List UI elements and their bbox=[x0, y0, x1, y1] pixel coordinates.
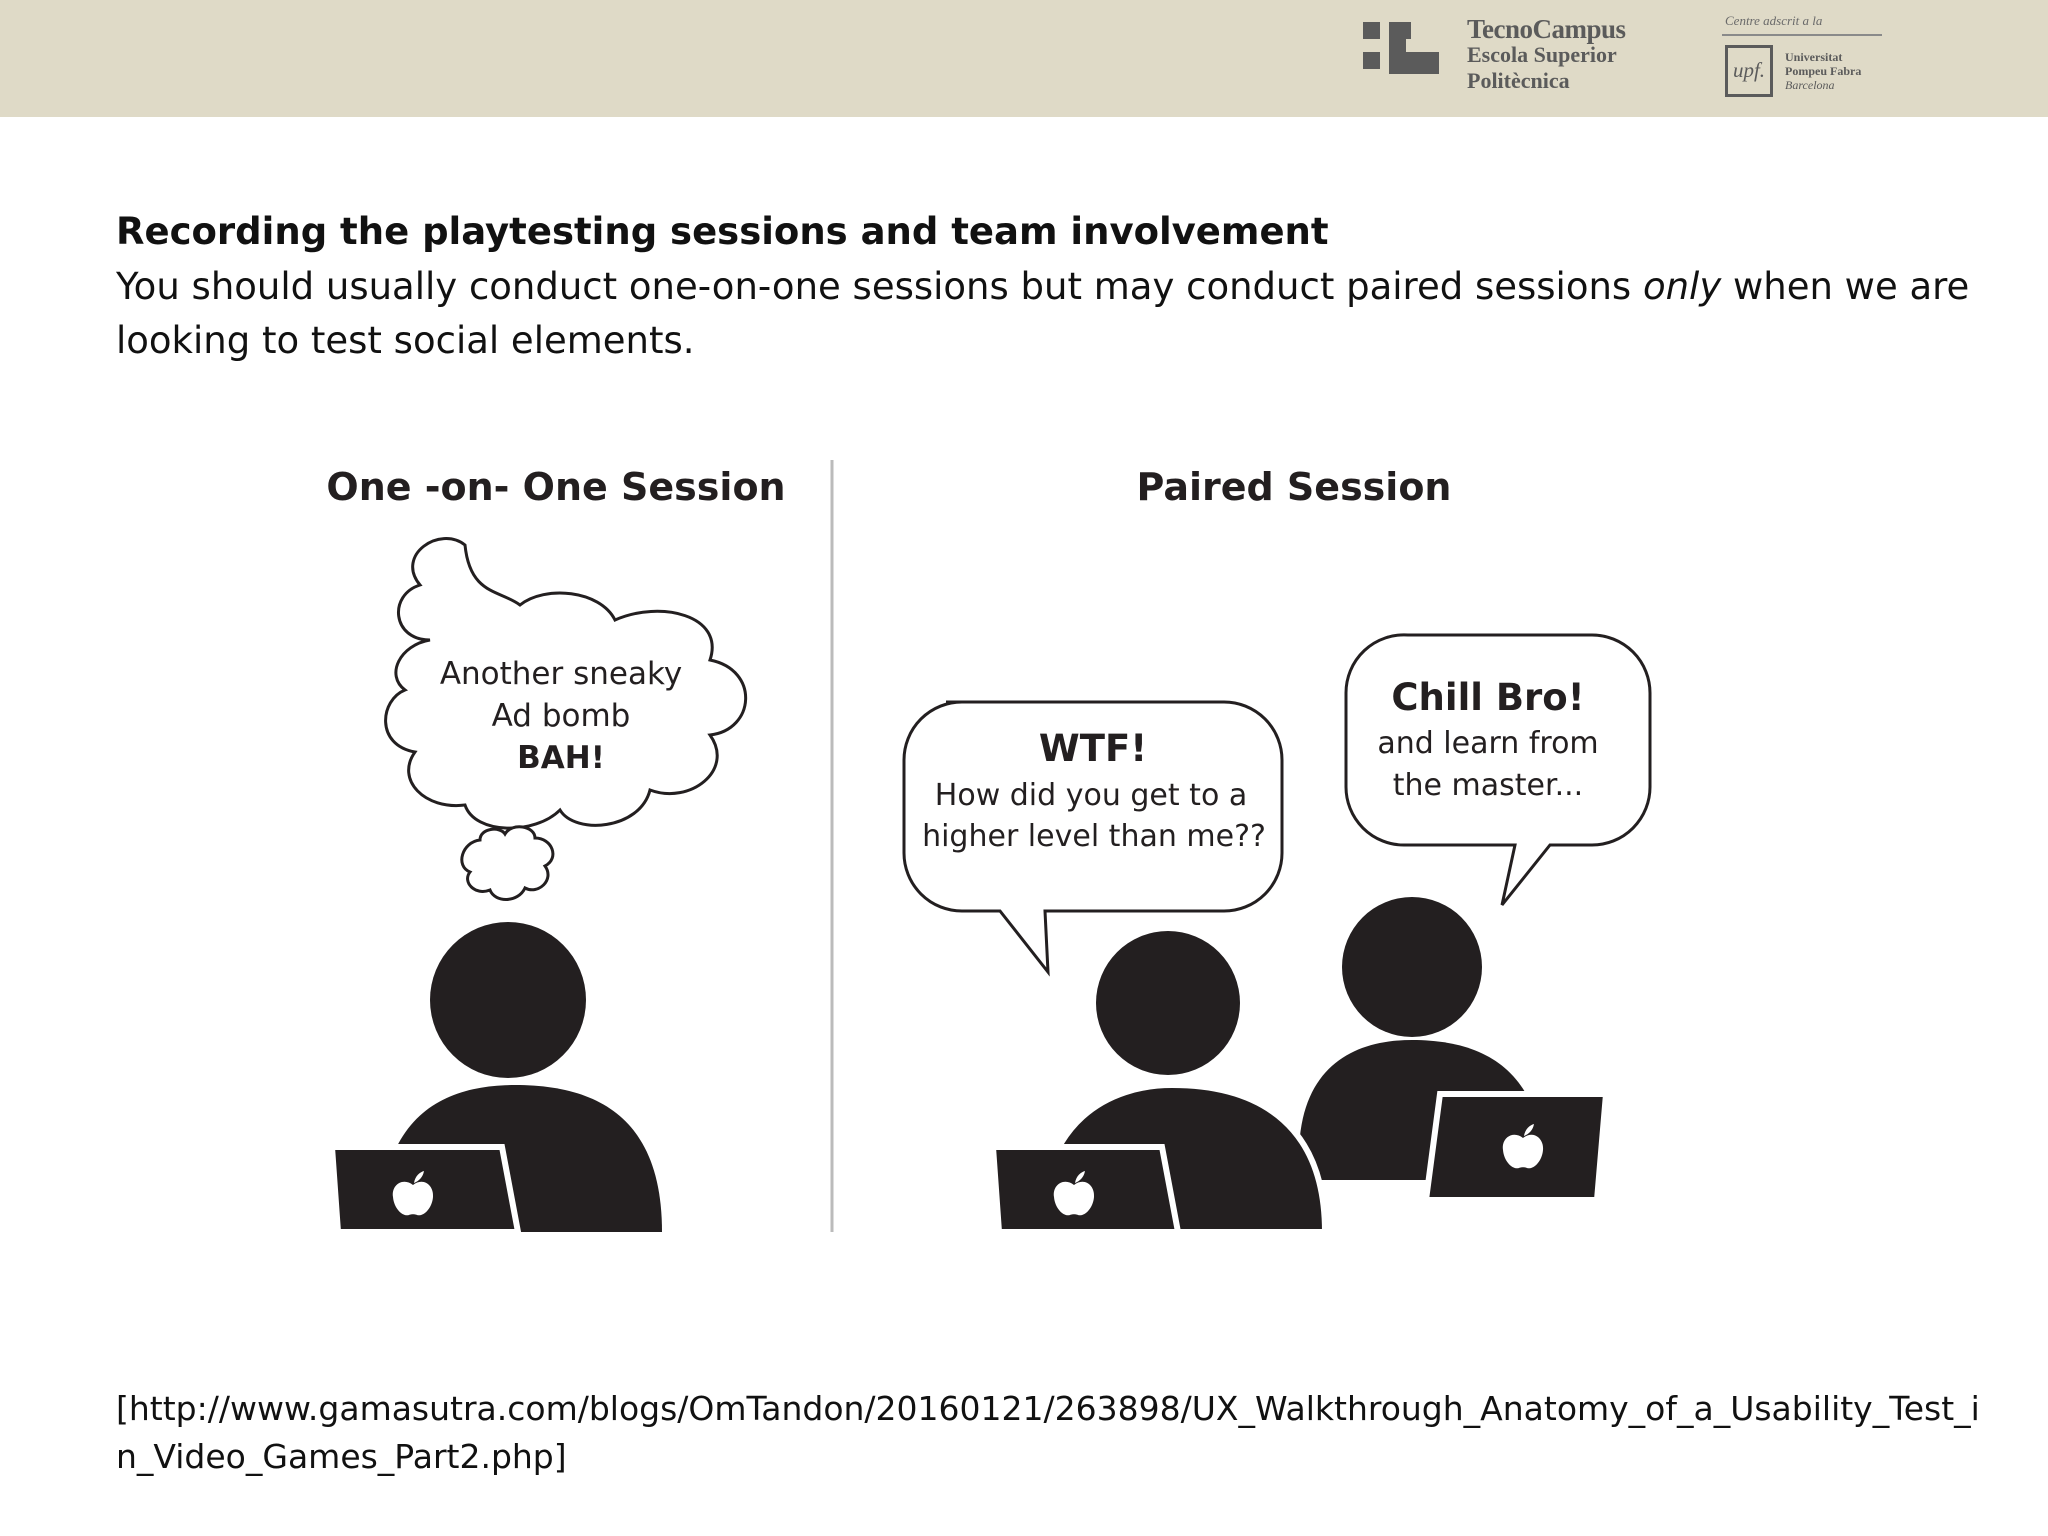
tecnocampus-line2: Escola Superior bbox=[1467, 42, 1617, 67]
body-text-end: when we are looking to test social elements. bbox=[116, 265, 1970, 362]
speech-right-line2: and learn from bbox=[1377, 726, 1599, 761]
speech-left-line1: WTF! bbox=[1038, 727, 1148, 770]
paired-session-title: Paired Session bbox=[1136, 465, 1452, 509]
body-text-start: You should usually conduct one-on-one sessions but may conduct paired sessions bbox=[116, 265, 1643, 308]
speech-right-line1: Chill Bro! bbox=[1391, 676, 1585, 719]
upf-divider bbox=[1722, 34, 1882, 36]
tecnocampus-logo-mark bbox=[1361, 20, 1443, 76]
upf-name-line3: Barcelona bbox=[1785, 78, 1835, 92]
thought-line1: Another sneaky bbox=[439, 656, 683, 692]
session-illustration bbox=[320, 455, 1660, 1245]
one-on-one-title: One -on- One Session bbox=[326, 465, 786, 509]
thought-line2: Ad bomb bbox=[491, 698, 631, 734]
speech-right-line3: the master... bbox=[1392, 768, 1584, 803]
header-band bbox=[0, 0, 2048, 117]
body-text-emphasis: only bbox=[1642, 265, 1722, 308]
speech-left-line3: higher level than me?? bbox=[922, 819, 1266, 854]
tecnocampus-line3: Politècnica bbox=[1467, 68, 1570, 93]
slide-heading: Recording the playtesting sessions and team involvement bbox=[116, 210, 1329, 253]
speech-left-line2: How did you get to a bbox=[934, 778, 1248, 813]
upf-name-line1: Universitat bbox=[1785, 50, 1843, 64]
slide-body bbox=[116, 260, 1986, 368]
tecnocampus-name: TecnoCampus bbox=[1467, 14, 1626, 44]
thought-line3: BAH! bbox=[517, 740, 605, 776]
source-citation: [http://www.gamasutra.com/blogs/OmTandon/20160121/263898/UX_Walkthrough_Anatomy_of_a_Usability_Test_in_Video_Games_Part2.php] bbox=[116, 1389, 1980, 1476]
upf-name-line2: Pompeu Fabra bbox=[1785, 64, 1862, 78]
upf-logo: upf. bbox=[1725, 45, 1773, 97]
upf-name bbox=[1785, 50, 1861, 92]
upf-affiliation: Centre adscrit a la bbox=[1725, 13, 1823, 28]
tecnocampus-logo-text bbox=[1467, 16, 1626, 94]
